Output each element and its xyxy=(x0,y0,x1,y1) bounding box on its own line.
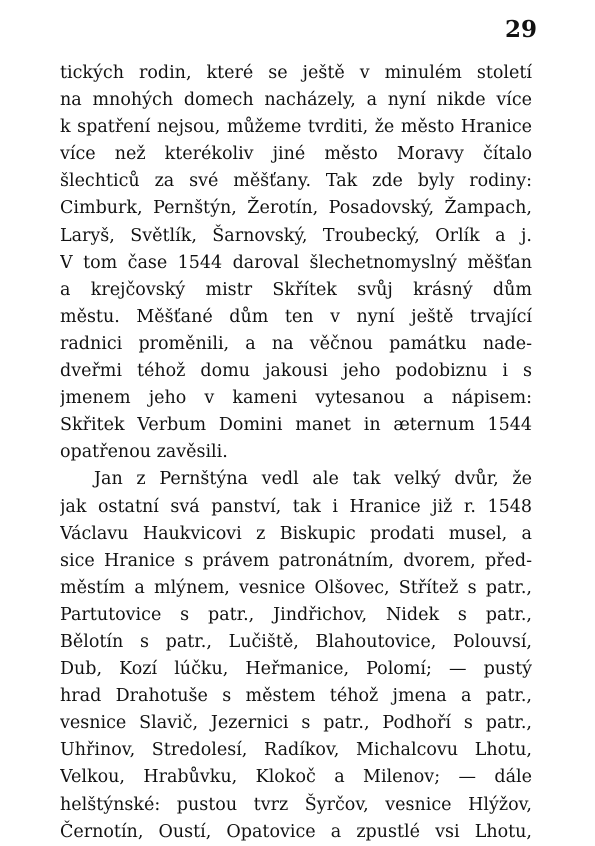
page-number: 29 xyxy=(504,16,537,43)
text-line: Černotín, Oustí, Opatovice a zpustlé vsi Lhotu, xyxy=(60,821,532,842)
text-line: V tom čase 1544 daroval šlechetnomyslný měšťan xyxy=(60,252,532,273)
text-line: na mnohých domech nacházely, a nyní nikde více xyxy=(60,90,532,111)
text-line: sice Hranice s právem patronátním, dvorem, před- xyxy=(60,550,532,571)
text-line: vesnice Slavič, Jezernici s patr., Podhoří s patr., xyxy=(60,713,532,734)
text-line: Partutovice s patr., Jindřichov, Nidek s patr., xyxy=(60,604,532,625)
text-line: více než kterékoliv jiné město Moravy čítalo xyxy=(60,144,532,165)
text-line: dveřmi téhož domu jakousi jeho podobiznu i s xyxy=(60,361,532,382)
text-line: radnici proměnili, a na věčnou památku nade- xyxy=(60,333,532,354)
text-line: šlechticů za své měšťany. Tak zde byly rodiny: xyxy=(60,171,532,192)
text-line: Jan z Pernštýna vedl ale tak velký dvůr, že xyxy=(94,469,532,490)
text-line: Bělotín s patr., Lučiště, Blahoutovice, Polouvsí, xyxy=(60,631,532,652)
text-line: opatřenou zavěsili. xyxy=(60,442,228,463)
text-line: jmenem jeho v kameni vytesanou a nápisem: xyxy=(60,388,532,409)
text-line: jak ostatní svá panství, tak i Hranice již r. 1548 xyxy=(60,496,532,517)
text-line: městím a mlýnem, vesnice Olšovec, Střítež s patr., xyxy=(60,577,532,598)
text-line: k spatření nejsou, můžeme tvrditi, že město Hranice xyxy=(60,117,532,138)
text-line: helštýnské: pustou tvrz Šyrčov, vesnice Hlýžov, xyxy=(60,794,532,815)
text-line: Skřitek Verbum Domini manet in æternum 1544 xyxy=(60,415,532,436)
text-line: Laryš, Světlík, Šarnovský, Troubecký, Orlík a j. xyxy=(60,225,532,246)
text-line: Václavu Haukvicovi z Biskupic prodati musel, a xyxy=(60,523,532,544)
text-line: Cimburk, Pernštýn, Žerotín, Posadovský, Žampach, xyxy=(60,198,532,219)
text-line: Uhřinov, Stredolesí, Radíkov, Michalcovu Lhotu, xyxy=(60,740,532,761)
text-line: Dub, Kozí lúčku, Heřmanice, Polomí; — pustý xyxy=(60,659,532,680)
text-line: tických rodin, které se ještě v minulém století xyxy=(60,63,532,83)
text-line: Velkou, Hrabůvku, Klokoč a Milenov; — dále xyxy=(60,767,532,788)
text-line: městu. Měšťané dům ten v nyní ještě trvající xyxy=(60,306,532,327)
text-line: hrad Drahotuše s městem téhož jmena a patr., xyxy=(60,686,532,707)
text-column xyxy=(60,60,532,846)
text-line: a krejčovský mistr Skřítek svůj krásný dům xyxy=(60,279,532,300)
